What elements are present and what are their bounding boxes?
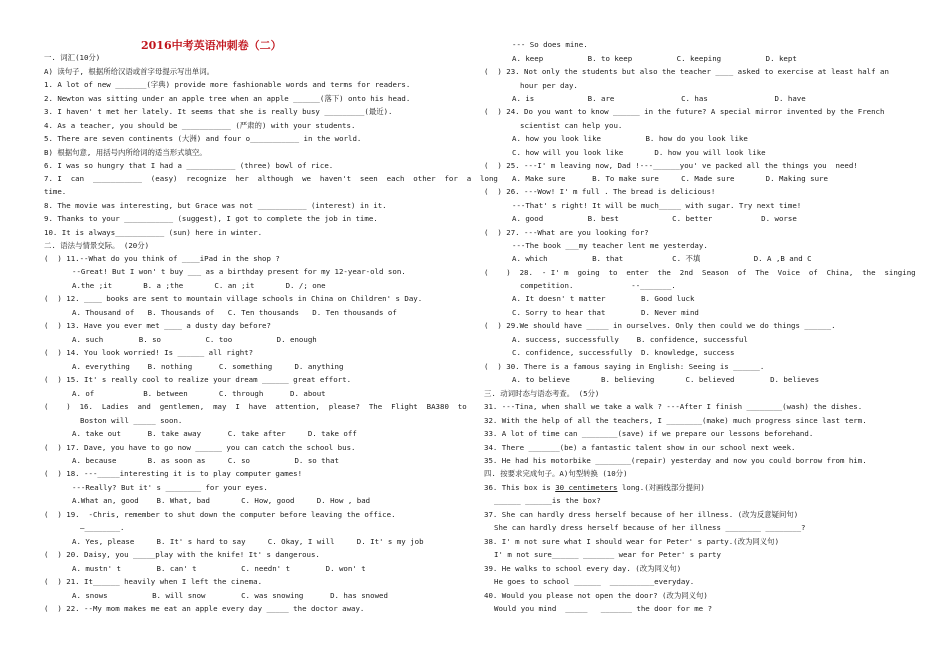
text-line: A. how you look like B. how do you look like — [512, 134, 748, 143]
text-line: scientist can help you. — [520, 121, 623, 130]
text-line: 34. There _______(be) a fantastic talent show in our school next week. — [484, 443, 796, 452]
text-line: time. — [44, 187, 67, 196]
text-line: A. which B. that C. 不填 D. A ,B and C — [512, 254, 812, 263]
text-line: ( ) 21. It______ heavily when I left the cinema. — [44, 577, 263, 586]
text-line: ( ) 13. Have you ever met ____ a dusty day before? — [44, 321, 271, 330]
text-line: 2. Newton was sitting under an apple tree when an apple ______(落下) onto his head. — [44, 94, 411, 103]
underlined-text: 30 centimeters — [555, 483, 618, 492]
text-line: A. good B. best C. better D. worse — [512, 214, 797, 223]
text-line: 6. I was so hungry that I had a ___________ (three) bowl of rice. — [44, 161, 334, 170]
text-line: 一. 词汇(10分) — [44, 53, 101, 62]
text-line: 32. With the help of all the teachers, I ________(make) much progress since last term. — [484, 416, 867, 425]
text-line: ( ) 11.--What do you think of ____iPad in the shop ? — [44, 254, 280, 263]
text-line: 4. As a teacher, you should be ___________ (严肃的) with your students. — [44, 121, 356, 130]
text-line: hour per day. — [520, 81, 578, 90]
text-line: ( ) 16. Ladies and gentlemen, may I have attention, please? The Flight BA380 to — [44, 402, 467, 411]
text-line: 33. A lot of time can ________(save) if we prepare our lessons beforehand. — [484, 429, 814, 438]
text-line: 38. I' m not sure what I should wear for Peter' s party.(改为同义句) — [484, 537, 780, 546]
text-line: 3. I haven' t met her lately. It seems that she is really busy _________(最近). — [44, 107, 393, 116]
text-line: A. snows B. will snow C. was snowing D. has snowed — [72, 591, 388, 600]
text-line: ( ) 18. ---_____interesting it is to play computer games! — [44, 469, 303, 478]
text-line: 10. It is always___________ (sun) here in winter. — [44, 228, 263, 237]
text-line: Would you mind _____ _______ the door for me ? — [494, 604, 713, 613]
text-line: ______ ______is the box? — [494, 496, 601, 505]
text-line: ---That' s right! It will be much_____ with sugar. Try next time! — [512, 201, 802, 210]
text-line: ( ) 15. It' s really cool to realize your dream ______ great effort. — [44, 375, 352, 384]
line-text: 36. This box is — [484, 483, 556, 492]
text-line: ( ) 27. ---What are you looking for? — [484, 228, 649, 237]
text-line: A. of B. between C. through D. about — [72, 389, 326, 398]
text-line: 39. He walks to school every day. (改为同义句) — [484, 564, 682, 573]
text-line: 8. The movie was interesting, but Grace was not ___________ (interest) in it. — [44, 201, 387, 210]
text-line: C. how will you look like D. how you will look like — [512, 148, 766, 157]
text-line: 三. 动词时态与语态考查。 (5分) — [484, 389, 600, 398]
text-line: ( ) 25. ---I' m leaving now, Dad !---______you' ve packed all the things you need! — [484, 161, 858, 170]
text-line: B) 根据句意, 用括号内所给词的适当形式填空。 — [44, 148, 207, 157]
text-line: 37. She can hardly dress herself because of her illness. (改为反意疑问句) — [484, 510, 799, 519]
text-line: A. mustn' t B. can' t C. needn' t D. won' t — [72, 564, 366, 573]
text-line: A.What an, good B. What, bad C. How, good D. How , bad — [72, 496, 371, 505]
text-line: A.the ;it B. a ;the C. an ;it D. /; one — [72, 281, 326, 290]
text-line: A. to believe B. believing C. believed D. believes — [512, 375, 820, 384]
text-line: A. because B. as soon as C. so D. so that — [72, 456, 339, 465]
text-line: A) 读句子, 根据所给汉语或首字母提示写出单词。 — [44, 67, 215, 76]
text-line: ( ) 30. There is a famous saying in English: Seeing is ______. — [484, 362, 765, 371]
text-line: A. take out B. take away C. take after D. take off — [72, 429, 357, 438]
text-line: A. keep B. to keep C. keeping D. kept — [512, 54, 797, 63]
text-line: ---Really? But it' s ________ for your eyes. — [72, 483, 268, 492]
text-line: C. confidence, successfully D. knowledge, success — [512, 348, 735, 357]
text-line: --- So does mine. — [512, 40, 588, 49]
text-line: He goes to school ______ __________everyday. — [494, 577, 695, 586]
text-line: ( ) 20. Daisy, you _____play with the knife! It' s dangerous. — [44, 550, 320, 559]
text-line: A. everything B. nothing C. something D. anything — [72, 362, 344, 371]
text-line: 9. Thanks to your ___________ (suggest), I got to complete the job in time. — [44, 214, 378, 223]
page-title: 2016中考英语冲刺卷（二） — [141, 39, 282, 52]
text-line: 31. ---Tina, when shall we take a walk ? ---After I finish ________(wash) the dishes. — [484, 402, 863, 411]
text-line: I' m not sure______ _______ wear for Peter' s party — [494, 550, 721, 559]
text-line: ( ) 23. Not only the students but also the teacher ____ asked to exercise at least half an — [484, 67, 889, 76]
text-line: 二. 语法与情景交际。 (20分) — [44, 241, 150, 250]
line-text: long.(对画线部分提问) — [617, 483, 705, 492]
text-line: A. Thousand of B. Thousands of C. Ten thousands D. Ten thousands of — [72, 308, 397, 317]
text-line: ( ) 28. - I' m going to enter the 2nd Season of The Voice of China, the singing — [484, 268, 916, 277]
text-line: ( ) 19. -Chris, remember to shut down the computer before leaving the office. — [44, 510, 396, 519]
text-line: ( ) 14. You look worried! Is ______ all right? — [44, 348, 254, 357]
text-line: 四. 按要求完成句子。A)句型转换 (10分) — [484, 469, 628, 478]
text-line: ( ) 12. ____ books are sent to mountain village schools in China on Children' s Day. — [44, 294, 423, 303]
text-line: —________. — [80, 523, 125, 532]
text-line: Boston will _____ soon. — [80, 416, 183, 425]
text-line: A. Make sure B. To make sure C. Made sure D. Making sure — [512, 174, 828, 183]
text-line: --Great! But I won' t buy ___ as a birthday present for my 12-year-old son. — [72, 267, 406, 276]
text-line: 1. A lot of new _______(字典) provide more fashionable words and terms for readers. — [44, 80, 411, 89]
text-line: ( ) 29.We should have _____ in ourselves. Only then could we do things ______. — [484, 321, 836, 330]
text-line: A. It doesn' t matter B. Good luck — [512, 294, 695, 303]
text-line: A. Yes, please B. It' s hard to say C. Okay, I will D. It' s my job — [72, 537, 424, 546]
text-line: 7. I can ___________ (easy) recognize her although we haven't seen each other for a long — [44, 174, 498, 183]
text-line: 40. Would you please not open the door? (改为同义句) — [484, 591, 708, 600]
text-line: ( ) 17. Dave, you have to go now ______ you can catch the school bus. — [44, 443, 356, 452]
text-line: 5. There are seven continents (大洲) and four o___________ in the world. — [44, 134, 362, 143]
text-line: She can hardly dress herself because of her illness ________ ________? — [494, 523, 806, 532]
text-line: A. is B. are C. has D. have — [512, 94, 806, 103]
text-line: ( ) 26. ---Wow! I' m full . The bread is delicious! — [484, 187, 716, 196]
text-line: competition. --_______. — [520, 281, 676, 290]
text-line: ---The book ___my teacher lent me yesterday. — [512, 241, 708, 250]
text-line: ( ) 24. Do you want to know ______ in the future? A special mirror invented by the French — [484, 107, 885, 116]
text-line: A. such B. so C. too D. enough — [72, 335, 317, 344]
text-line: 35. He had his motorbike ________(repair) yesterday and now you could borrow from him. — [484, 456, 867, 465]
text-line: ( ) 22. --My mom makes me eat an apple every day _____ the doctor away. — [44, 604, 365, 613]
text-line: C. Sorry to hear that D. Never mind — [512, 308, 699, 317]
text-line — [484, 483, 705, 492]
text-line: A. success, successfully B. confidence, successful — [512, 335, 748, 344]
